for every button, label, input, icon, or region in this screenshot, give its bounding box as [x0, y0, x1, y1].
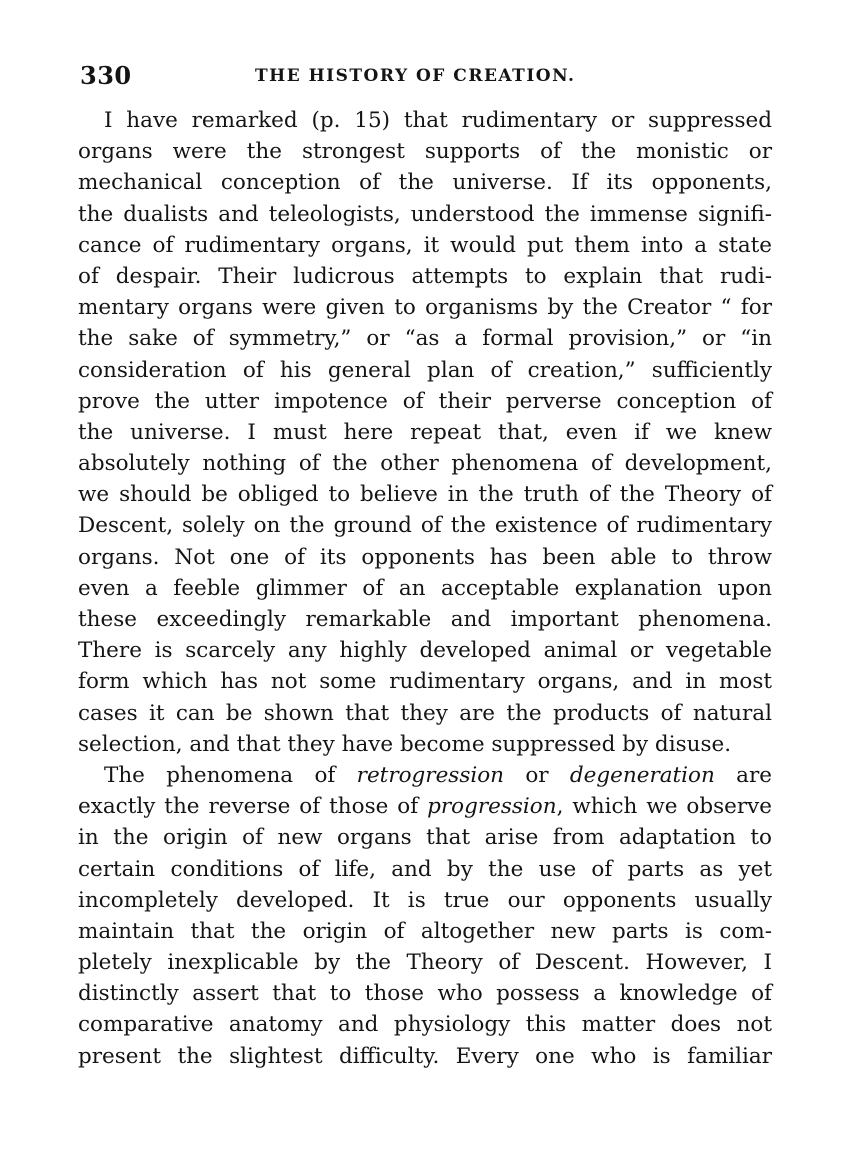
- emphasis-retrogression: retrogression: [356, 762, 505, 788]
- text-line: present the slightest difficulty. Every one who is familiar: [78, 1043, 772, 1069]
- text-line: the dualists and teleologists, understood the immense signifi-: [78, 201, 772, 227]
- text-line: of despair. Their ludicrous attempts to explain that rudi-: [78, 263, 772, 289]
- body-text: [78, 105, 772, 1072]
- text-line: organs. Not one of its opponents has been able to throw: [78, 544, 772, 570]
- text-line: distinctly assert that to those who possess a knowledge of: [78, 981, 772, 1007]
- text-line: in the origin of new organs that arise from adaptation to: [78, 825, 772, 851]
- text-line: organs were the strongest supports of the monistic or: [78, 139, 772, 165]
- text-line: mechanical conception of the universe. If its opponents,: [78, 170, 772, 196]
- text-line: the universe. I must here repeat that, even if we knew: [78, 419, 772, 445]
- text-line: absolutely nothing of the other phenomena of development,: [78, 451, 772, 477]
- text-line: the sake of symmetry,” or “as a formal provision,” or “in: [78, 326, 772, 352]
- text-line: even a feeble glimmer of an acceptable explanation upon: [78, 575, 772, 601]
- text-line: maintain that the origin of altogether new parts is com-: [78, 918, 772, 944]
- text-line: these exceedingly remarkable and important phenomena.: [78, 607, 772, 632]
- text-line: form which has not some rudimentary organs, and in most: [78, 669, 772, 695]
- text-line: consideration of his general plan of creation,” sufficiently: [78, 357, 772, 383]
- text-line: I have remarked (p. 15) that rudimentary or suppressed: [104, 108, 772, 133]
- text-line: selection, and that they have become suppressed by disuse.: [78, 731, 732, 757]
- text-line: Descent, solely on the ground of the existence of rudimentary: [78, 513, 772, 539]
- running-title: THE HISTORY OF CREATION.: [255, 66, 576, 86]
- emphasis-progression: progression: [427, 794, 557, 820]
- text-line: prove the utter impotence of their perverse conception of: [78, 388, 772, 414]
- text-line: pletely inexplicable by the Theory of Descent. However, I: [78, 950, 772, 976]
- emphasis-degeneration: degeneration: [569, 762, 715, 788]
- page-number: 330: [80, 61, 132, 90]
- text-line: we should be obliged to believe in the truth of the Theory of: [78, 482, 772, 508]
- paragraph-rudimentary-organs: [78, 105, 772, 760]
- page-header: [80, 62, 772, 90]
- text-line: The phenomena of retrogression or degeneration are: [104, 762, 772, 788]
- text-line: exactly the reverse of those of progression, which we observe: [78, 794, 772, 820]
- text-line: certain conditions of life, and by the use of parts as yet: [78, 856, 772, 882]
- text-line: There is scarcely any highly developed animal or vegetable: [78, 638, 772, 664]
- text-line: cases it can be shown that they are the products of natural: [78, 700, 772, 726]
- text-line: cance of rudimentary organs, it would put them into a state: [78, 232, 772, 258]
- text-line: mentary organs were given to organisms by the Creator “ for: [78, 295, 772, 321]
- paragraph-retrogression: [78, 760, 772, 1072]
- text-line: comparative anatomy and physiology this matter does not: [78, 1012, 772, 1038]
- text-line: incompletely developed. It is true our opponents usually: [78, 887, 772, 913]
